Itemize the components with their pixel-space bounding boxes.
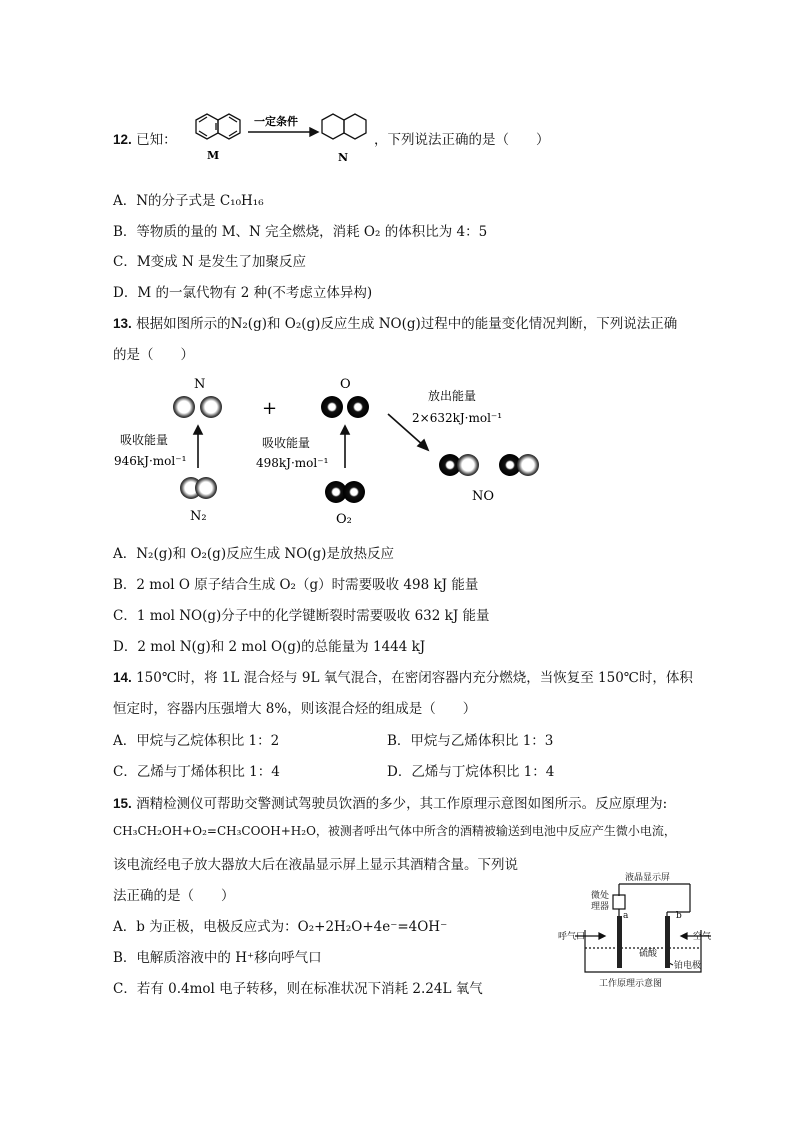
q13-option-c: C．1 mol NO(g)分子中的化学键断裂时需要吸收 632 kJ 能量 bbox=[113, 608, 490, 624]
absorb-arrow-o bbox=[341, 426, 349, 468]
processor-label-2: 理器 bbox=[591, 902, 610, 912]
no2-n-atom bbox=[517, 454, 539, 476]
q14-number: 14. bbox=[113, 670, 132, 685]
breath-inlet-label: 呼气口 bbox=[558, 932, 586, 942]
label-no: NO bbox=[472, 489, 495, 504]
q14-stem-text: 150℃时，将 1L 混合烃与 9L 氧气混合，在密闭容器内充分燃烧，当恢复至 150℃时，体积 bbox=[136, 670, 693, 686]
q15-stem-line2: CH₃CH₂OH+O₂=CH₃COOH+H₂O，被测者呼出气体中所含的酒精被输送到电池中反应产生微小电流， bbox=[113, 824, 676, 838]
q13-option-a: A．N₂(g)和 O₂(g)反应生成 NO(g)是放热反应 bbox=[113, 546, 394, 562]
electrode-a bbox=[617, 916, 622, 968]
electrode-b bbox=[665, 916, 670, 968]
energy-diagram bbox=[110, 372, 550, 532]
q14-stem-line1 bbox=[113, 666, 693, 686]
o-atom-2 bbox=[347, 396, 369, 418]
q12-option-a: A．N的分子式是 C₁₀H₁₆ bbox=[113, 193, 264, 209]
diagram-caption: 工作原理示意图 bbox=[599, 979, 663, 989]
n-atom-1 bbox=[173, 396, 195, 418]
pt-electrode-label: 铂电极 bbox=[674, 961, 702, 971]
breathalyzer-diagram bbox=[555, 868, 715, 993]
q14-option-a: A．甲烷与乙烷体积比 1：2 bbox=[113, 733, 280, 749]
arrow-condition-label: 一定条件 bbox=[254, 115, 298, 128]
q12-option-b: B．等物质的量的 M、N 完全燃烧，消耗 O₂ 的体积比为 4：5 bbox=[113, 224, 488, 240]
electrode-b-label: b bbox=[676, 911, 682, 921]
label-n2: N₂ bbox=[190, 509, 207, 524]
q14-option-c: C．乙烯与丁烯体积比 1：4 bbox=[113, 764, 280, 780]
reaction-arrow bbox=[248, 128, 318, 136]
absorb-o-title: 吸收能量 bbox=[262, 436, 311, 450]
q13-stem-text: 根据如图所示的N₂(g)和 O₂(g)反应生成 NO(g)过程中的能量变化情况判断，下列说法正确 bbox=[136, 316, 678, 332]
q13-number: 13. bbox=[113, 316, 132, 331]
o-atom-1 bbox=[321, 396, 343, 418]
q14-option-b: B．甲烷与乙烯体积比 1：3 bbox=[387, 733, 554, 749]
q15-number: 15. bbox=[113, 796, 132, 811]
label-n-atom: N bbox=[194, 377, 206, 392]
o2-atom-2 bbox=[343, 481, 365, 503]
label-n: N bbox=[338, 151, 349, 164]
q15-option-b: B．电解质溶液中的 H⁺移向呼气口 bbox=[113, 950, 322, 966]
q15-stem-line3: 该电流经电子放大器放大后在液晶显示屏上显示其酒精含量。下列说 bbox=[113, 857, 518, 873]
q12-suffix: ，下列说法正确的是（ ） bbox=[374, 132, 550, 148]
electrode-a-label: a bbox=[623, 911, 629, 921]
q12-number: 12. bbox=[113, 132, 132, 147]
q15-stem-text: 酒精检测仪可帮助交警测试驾驶员饮酒的多少，其工作原理示意图如图所示。反应原理为: bbox=[136, 796, 668, 812]
processor-label-1: 微处 bbox=[591, 891, 610, 901]
label-o-atom: O bbox=[340, 377, 351, 392]
acid-label: 硫酸 bbox=[639, 949, 658, 959]
release-energy-value: 2×632kJ·mol⁻¹ bbox=[412, 411, 503, 425]
absorb-n-value: 946kJ·mol⁻¹ bbox=[114, 454, 187, 468]
absorb-o-value: 498kJ·mol⁻¹ bbox=[256, 456, 329, 470]
absorb-arrow-n bbox=[194, 426, 202, 468]
release-energy-title: 放出能量 bbox=[428, 389, 477, 403]
air-inlet-label: 空气 bbox=[693, 932, 712, 942]
no1-n-atom bbox=[457, 454, 479, 476]
q15-stem-line1 bbox=[113, 792, 667, 812]
q13-option-d: D．2 mol N(g)和 2 mol O(g)的总能量为 1444 kJ bbox=[113, 639, 426, 655]
q13-stem-line2: 的是（ ） bbox=[113, 347, 194, 363]
q12-reaction-diagram bbox=[182, 108, 382, 168]
q12-option-d: D．M 的一氯代物有 2 种(不考虑立体异构) bbox=[113, 285, 373, 301]
q14-stem-line2: 恒定时，容器内压强增大 8%，则该混合烃的组成是（ ） bbox=[113, 701, 477, 717]
n2-atom-2 bbox=[195, 477, 217, 499]
screen-label: 液晶显示屏 bbox=[625, 873, 671, 883]
q14-option-d: D．乙烯与丁烷体积比 1：4 bbox=[387, 764, 555, 780]
q15-option-c: C．若有 0.4mol 电子转移，则在标准状况下消耗 2.24L 氧气 bbox=[113, 981, 483, 997]
plus-sign: + bbox=[262, 398, 278, 419]
label-m: M bbox=[207, 149, 220, 162]
q12-option-c: C．M变成 N 是发生了加聚反应 bbox=[113, 254, 307, 270]
q12-prefix: 已知： bbox=[136, 132, 177, 148]
q15-stem-line4: 法正确的是（ ） bbox=[113, 888, 235, 904]
q13-stem-line1 bbox=[113, 312, 677, 332]
n-atom-2 bbox=[200, 396, 222, 418]
q13-option-b: B．2 mol O 原子结合生成 O₂（g）时需要吸收 498 kJ 能量 bbox=[113, 577, 479, 593]
absorb-n-title: 吸收能量 bbox=[120, 433, 169, 447]
decalin-structure bbox=[322, 114, 366, 139]
q12-stem bbox=[113, 128, 177, 148]
naphthalene-structure bbox=[196, 114, 240, 139]
q15-option-a: A．b 为正极，电极反应式为：O₂+2H₂O+4e⁻=4OH⁻ bbox=[113, 919, 448, 935]
label-o2: O₂ bbox=[336, 512, 352, 527]
